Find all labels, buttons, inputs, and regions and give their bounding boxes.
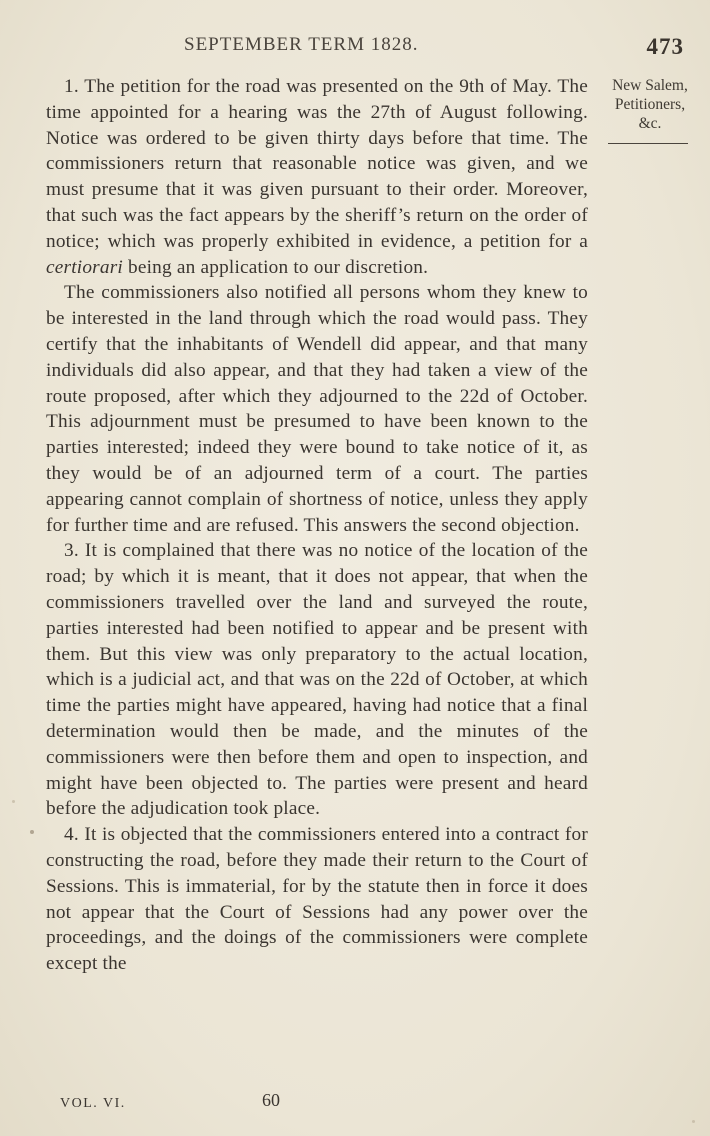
margin-note-line: Petitioners, xyxy=(614,96,686,113)
margin-note-line: New Salem, xyxy=(612,77,688,94)
body-text xyxy=(46,74,588,977)
paragraph-3: 3. It is complained that there was no notice of the location of the road; by which it is meant, that it does not appear, that when the commissioners travelled over the land and surveyed the route, parties interested had been notified to appear and be present with them. But this view was only preparatory to the actual location, which is a judicial act, and that was on the 22d of October, at which time the parties might have appeared, having had notice that a final determination would then be made, and the minutes of the commissioners were then before them and open to inspection, and might have been objected to. The parties were present and heard before the adjudication took place. xyxy=(46,540,588,820)
paragraph-1-end: being an application to our discretion. xyxy=(122,256,429,278)
sheet-number: 60 xyxy=(262,1090,280,1110)
italic-term: certiorari xyxy=(46,256,123,278)
margin-note xyxy=(598,76,702,133)
running-head: SEPTEMBER TERM 1828. xyxy=(184,34,419,55)
paragraph-1-text: 1. The petition for the road was presented on the 9th of May. The time appointed for a hearing was the 27th of August following. Notice was ordered to be given thirty days before that time. The commissioners return that reasonable notice was given, and we must presume that it was given pursuant to their order. Moreover, that such was the fact appears by the sheriff’s return on the order of notice; which was properly exhibited in evidence, a petition for a xyxy=(46,76,588,252)
page-header xyxy=(46,34,696,64)
paragraph-2: The commissioners also notified all persons whom they knew to be interested in the land through which the road would pass. They certify that the inhabitants of Wendell did appear, and that many individuals did also appear, and that they had taken a view of the route proposed, after which they adjourned to the 22d of October. This adjournment must be presumed to have been known to the parties interested; indeed they were bound to take notice of it, as they would be of an adjourned term of a court. The parties appearing cannot complain of shortness of notice, unless they apply for further time and are refused. This answers the second objection. xyxy=(46,282,588,536)
paper-speck xyxy=(30,830,34,834)
page-number: 473 xyxy=(646,34,684,59)
volume-signature: VOL. VI. xyxy=(60,1096,126,1111)
paper-speck xyxy=(692,1120,695,1123)
page-footer xyxy=(60,1090,460,1114)
paragraph-4: 4. It is objected that the commissioners entered into a contract for constructing the road, before they made their return to the Court of Sessions. This is immaterial, for by the statute then in force it does not appear that the Court of Sessions had any power over the proceedings, and the doings of the commissioners were complete except the xyxy=(46,824,588,975)
margin-rule xyxy=(608,143,688,144)
margin-note-line: &c. xyxy=(638,115,662,132)
paper-speck xyxy=(12,800,15,803)
paragraph-1 xyxy=(46,74,588,280)
